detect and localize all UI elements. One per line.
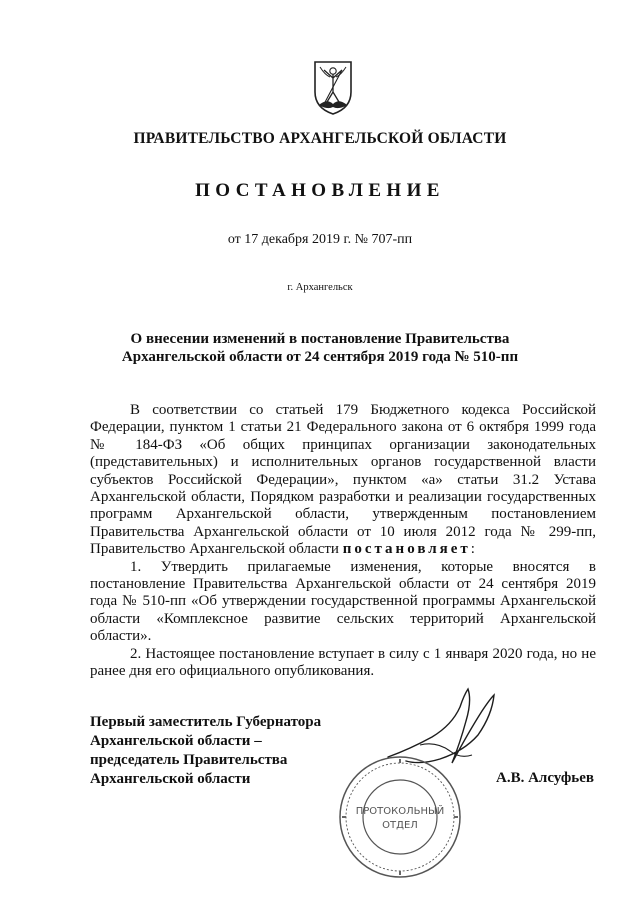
signer-position-line-3: председатель Правительства [90,752,288,768]
document-date-number: от 17 декабря 2019 г. № 707-пп [227,232,413,247]
organization-name: ПРАВИТЕЛЬСТВО АРХАНГЕЛЬСКОЙ ОБЛАСТИ [133,130,507,147]
signer-position [90,713,321,789]
signer-position-line-4: Архангельской области [90,771,251,787]
signer-position-line-2: Архангельской области – [90,733,262,749]
decree-word: постановляет [342,541,471,558]
stamp-center-line-2: ОТДЕЛ [382,820,418,831]
coat-of-arms-icon [311,58,355,116]
item-1-paragraph: 1. Утвердить прилагаемые изменения, которые вносятся в постановление Правительства Архангельской области от 24 сентября 2019 года № 510-пп «Об утверждении государственной программы Архангельской области «Комплексное развитие сельских территорий Архангельской области». [90,558,596,645]
title-line-2: Архангельской области от 24 сентября 2019 года № 510-пп [121,349,519,365]
document-type: ПОСТАНОВЛЕНИЕ [195,180,445,201]
item-2-paragraph: 2. Настоящее постановление вступает в силу с 1 января 2020 года, но не ранее дня его официального опубликования. [90,645,596,680]
document-title [0,330,640,366]
preamble-paragraph [90,402,596,559]
title-line-1: О внесении изменений в постановление Правительства [130,331,510,347]
document-place: г. Архангельск [287,282,353,293]
signer-name: А.В. Алсуфьев [496,770,594,786]
signer-position-line-1: Первый заместитель Губернатора [90,714,322,730]
stamp-center-line-1: ПРОТОКОЛЬНЫЙ [355,806,445,817]
decree-colon: : [470,541,475,558]
official-stamp-icon [335,752,465,882]
document-body [90,402,596,681]
preamble-text: В соответствии со статьей 179 Бюджетного кодекса Российской Федерации, пунктом 1 статьи 21 Федерального закона от 6 октября 1999 года № 184-ФЗ «Об общих принципах организации законодательных (представительных) и исполнительных органов государственной власти субъектов Российской Федерации», пунктом «а» статьи 31.2 Устава Архангельской области, Порядком разработки и реализации государственных программ Архангельской области, утвержденным постановлением Правительства Архангельской области от 10 июля 2012 года № 299-пп, Правительство Архангельской области [90,402,596,558]
